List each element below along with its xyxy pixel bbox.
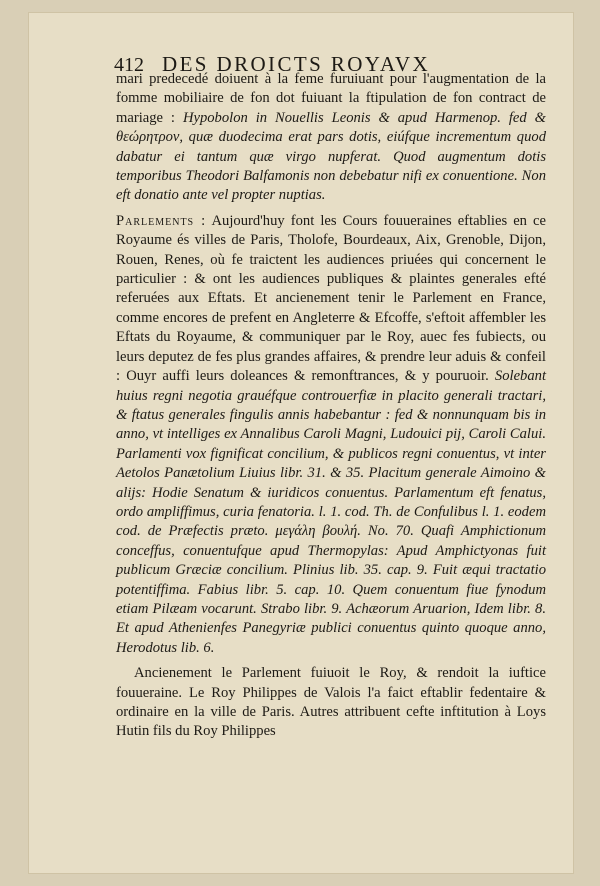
paragraph-parlements-lead: Parlements : [116,212,207,229]
running-title: DES DROICTS ROYAVX [162,52,431,76]
paragraph-dowry [116,70,546,206]
paragraph-history [116,664,546,742]
paragraph-history-french: Ancienement le Parlement fuiuoit le Roy, & rendoit la iuftice fouueraine. Le Roy Philippes de Valois l'a faict eftablir fedentaire & ordinaire en la ville de Paris. Autres attribuent cefte inftitution à Loys Hutin fils du Roy Philippes [116,665,546,740]
paragraph-dowry-french: mari predecedé doiuent à la feme furuiuant pour l'augmentation de la fomme mobiliaire de fon dot fuiuant la ftipulation de fon contract de mariage : [116,71,546,126]
page-number: 412 [114,54,144,76]
book-page [28,12,574,874]
paragraph-parlements [116,212,546,658]
paragraph-dowry-latin: Hypobolon in Nouellis Leonis & apud Harmenop. fed & θεώρητρον, quæ duodecima erat pars dotis, eiúfque incrementum quod dabatur ei tantum quæ virgo nupferat. Quod augmentum dotis temporibus Theodori Balfamonis non debebatur nifi ex conuentione. Non eft donatio ante vel propter nuptias. [116,109,546,204]
main-text [116,70,546,742]
paragraph-parlements-latin: Solebant huius regni negotia grauéfque controuerfiæ in placito generali tractari, & ftatus generales fingulis annis habebantur : fed & nonnunquam bis in anno, vt intelliges ex Annalibus Caroli Magni, Ludouici pij, Caroli Calui. Parlamenti vox fignificat concilium, & publicos regni conuentus, vt inter Aetolos Panætolium Liuius libr. 31. & 35. Placitum generale Aimoino & alijs: Hodie Senatum & iuridicos conuentus. Parlamentum eft fenatus, ordo ampliffimus, curia fenatoria. l. 1. cod. Th. de Confulibus l. 1. eodem cod. de Præfectis præto. μεγάλη βουλή. No. 70. Quafi Amphictionum conceffus, conuentufque apud Thermopylas: Apud Amphictyonas fuit publicum Græciæ concilium. Plinius lib. 35. cap. 9. Fuit æqui tractatio potentiffima. Fabius libr. 5. cap. 10. Quem conuentum fiue fynodum etiam Pilæam vocarunt. Strabo libr. 9. Achæorum Aruarion, Idem libr. 8. Et apud Athenienfes Panegyriæ publici conuentus quinto quoque anno, Herodotus lib. 6. [116,368,546,656]
paragraph-parlements-french: Aujourd'huy font les Cours fouueraines eftablies en ce Royaume és villes de Paris, Tholofe, Bourdeaux, Aix, Grenoble, Dijon, Rouen, Renes, où fe traictent les audiences priuées qui concernent le particulier : & ont les audiences publiques & plaintes generales efté referuées aux Eftats. Et ancienement tenir le Parlement en France, comme encores de prefent en Angleterre & Efcoffe, s'eftoit affembler les Eftats du Royaume, & communiquer par le Roy, auec fes fubiects, ou leurs deputez de fes plus grandes affaires, & prendre leur aduis & confeil : Ouyr auffi leurs doleances & remonftrances, & y pouruoir. [116,212,546,385]
